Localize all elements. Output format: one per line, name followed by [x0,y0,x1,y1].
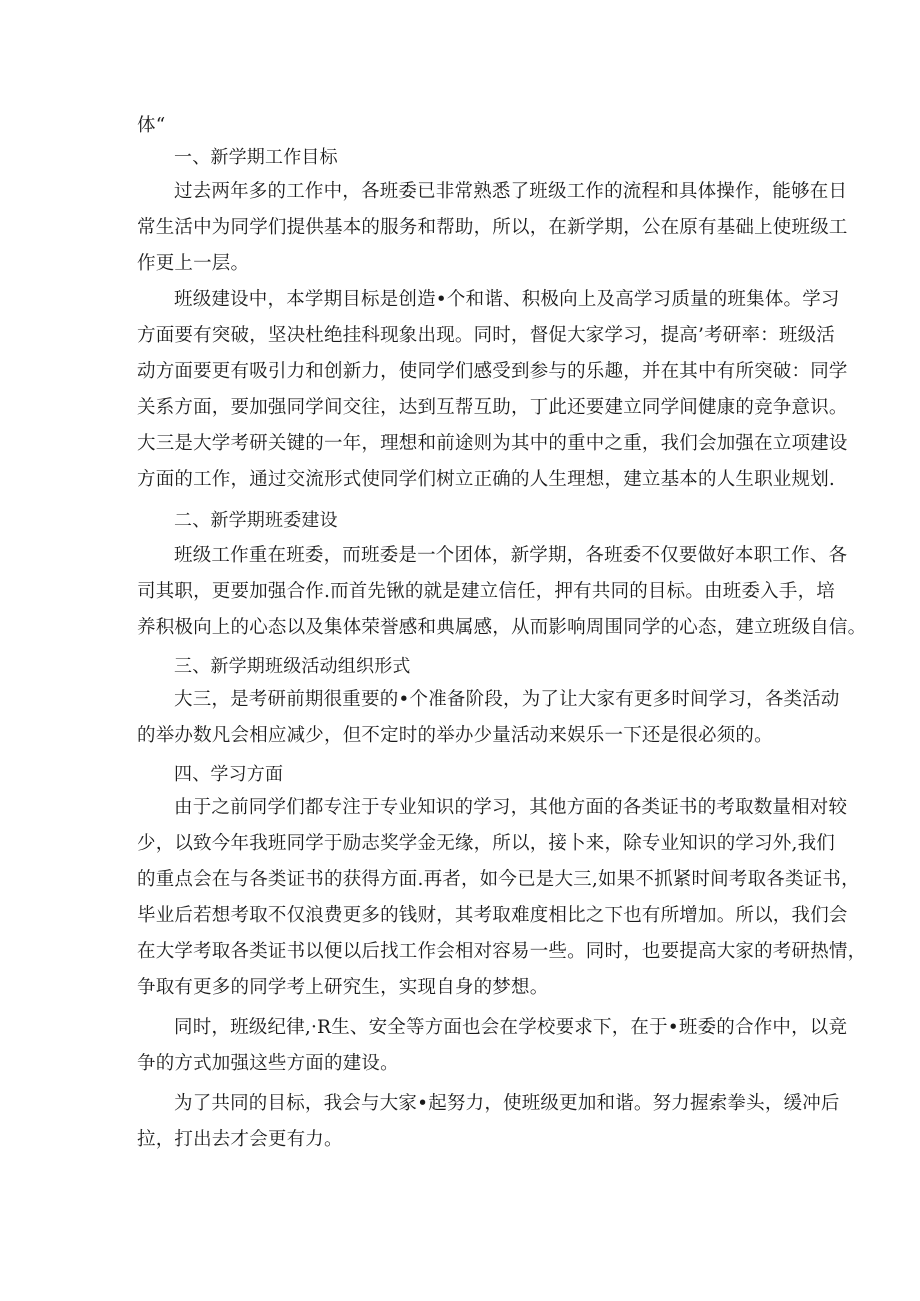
text-line: 作更上一层。 [137,253,250,274]
text-line: 少，以致今年我班同学于励志奖学金无缘，所以，接卜来，除专业知识的学习外,我们 [137,833,835,854]
text-line: 拉，打出去才会更有力。 [137,1129,343,1150]
text-line: 养积极向上的心态以及集体荣誉感和典属感，从而影响周围同学的心态，建立班级自信。 [137,617,867,638]
text-line: 大三，是考研前期很重要的•个准备阶段，为了让大家有更多时间学习，各类活动 [174,689,840,710]
text-line: 由于之前同学们都专注于专业知识的学习，其他方面的各类证书的考取数量相对较 [174,797,848,818]
text-line: 毕业后若想考取不仅浪费更多的钱财，其考取难度相比之下也有所增加。所以，我们会 [137,905,848,926]
text-line: 的举办数凡会相应减少，但不定时的举办少量活动来娱乐一下还是很必须的。 [137,725,773,746]
text-line: 的重点会在与各类证书的获得方面.再者，如今已是大三,如果不抓紧时间考取各类证书， [137,869,860,890]
section-heading-1: 一、新学期工作目标 [174,147,338,168]
text-line: 过去两年多的工作中，各班委已非常熟悉了班级工作的流程和具体操作，能够在日 [174,181,848,202]
section-heading-4: 四、学习方面 [174,764,284,785]
text-line: 班级建设中，本学期目标是创造•个和谐、积极向上及高学习质量的班集体。学习 [174,289,840,310]
text-line: 常生活中为同学们提供基本的服务和帮助，所以，在新学期，公在原有基础上使班级工 [137,217,848,238]
text-line: 争取有更多的同学考上研究生，实现自身的梦想。 [137,977,549,998]
text-line: 在大学考取各类证书以便以后找工作会相对容易一些。同时，也要提高大家的考研热情， [137,941,867,962]
text-line: 同时，班级纪律,·R生、安全等方面也会在学校要求下，在于•班委的合作中，以竞 [174,1017,848,1038]
text-line: 动方面要更有吸引力和创新力，使同学们感受到参与的乐趣，并在其中有所突破：同学 [137,361,848,382]
text-line: 大三是大学考研关键的一年，理想和前途则为其中的重中之重，我们会加强在立项建设 [137,433,848,454]
text-line: 关系方面，要加强同学间交往，达到互帮互助，丁此还要建立同学间健康的竞争意识。 [137,397,848,418]
text-line: 司其职，更要加强合作.而首先锹的就是建立信任，押有共同的目标。由班委入手，培 [137,581,835,602]
section-heading-2: 二、新学期班委建设 [174,510,338,531]
text-line: 班级工作重在班委，而班委是一个团体，新学期，各班委不仅要做好本职工作、各 [174,545,848,566]
text-line: 为了共同的目标，我会与大家•起努力，使班级更加和谐。努力握索拳头，缓冲后 [174,1093,840,1114]
text-line: 体“ [137,115,166,136]
text-line: 方面要有突破，坚决杜绝挂科现象出现。同时，督促大家学习，提高’考研率：班级活 [137,325,835,346]
text-line: 方面的工作，通过交流形式使同学们树立正确的人生理想，建立基本的人生职业规划. [137,469,835,490]
section-heading-3: 三、新学期班级活动组织形式 [174,656,411,677]
text-line: 争的方式加强这些方面的建设。 [137,1053,399,1074]
